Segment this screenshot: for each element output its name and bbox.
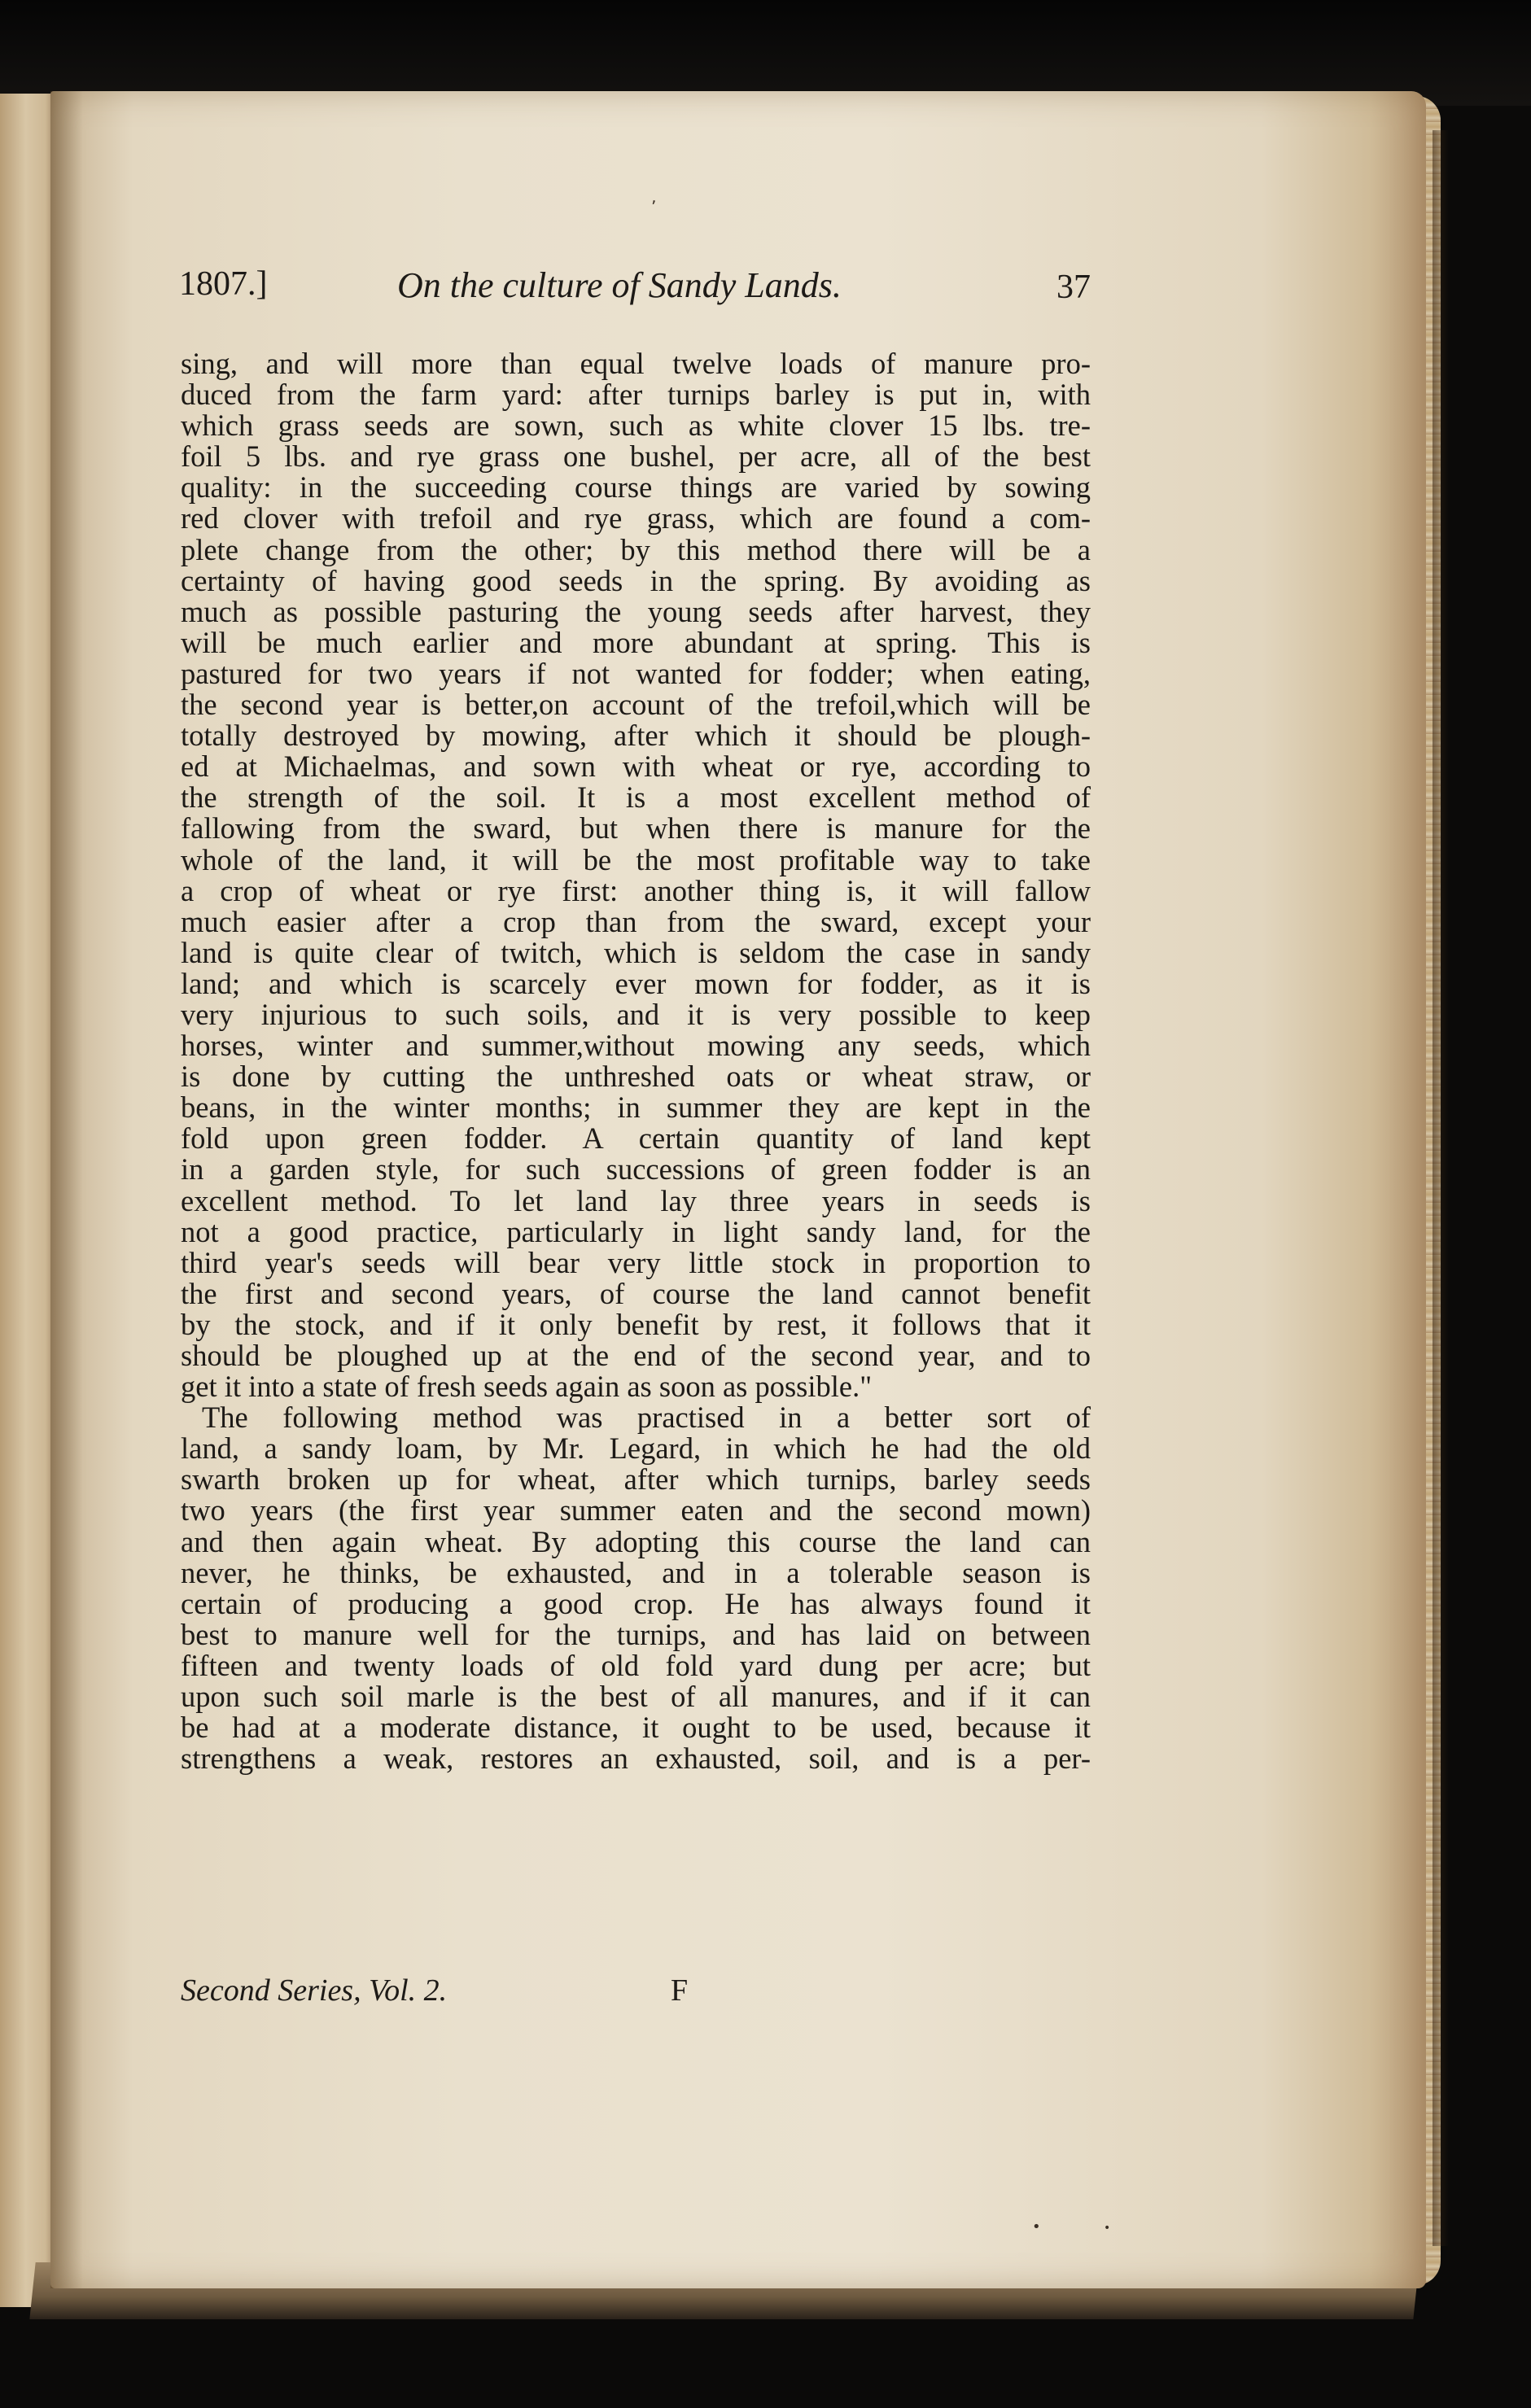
text-line: two years (the first year summer eaten and the second mown) (181, 1493, 1091, 1527)
text-line: sing, and will more than equal twelve loads of manure pro- (181, 347, 1091, 380)
text-line: land, a sandy loam, by Mr. Legard, in which he had the old (181, 1431, 1091, 1466)
running-head-title: On the culture of Sandy Lands. (397, 265, 842, 305)
text-line: the second year is better,on account of the trefoil,which will be (181, 688, 1091, 722)
ink-speck: • (1032, 2218, 1041, 2235)
gutter-shadow (50, 91, 83, 2288)
text-line: a crop of wheat or rye first: another thing is, it will fallow (181, 873, 1091, 907)
text-line: is done by cutting the unthreshed oats or wheat straw, or (181, 1060, 1091, 1094)
text-line: foil 5 lbs. and rye grass one bushel, per acre, all of the best (181, 439, 1091, 474)
text-line: swarth broken up for wheat, after which turnips, barley seeds (181, 1462, 1091, 1497)
previous-page-edge (0, 94, 57, 2307)
text-line: fold upon green fodder. A certain quantity of land kept (181, 1121, 1091, 1156)
text-line: certainty of having good seeds in the spring. By avoiding as (181, 563, 1091, 597)
text-line: and then again wheat. By adopting this course the land can (181, 1524, 1091, 1558)
text-line: not a good practice, particularly in light sandy land, for the (181, 1214, 1091, 1248)
ink-speck: • (1104, 2222, 1111, 2235)
text-line: plete change from the other; by this method there will be a (181, 532, 1091, 566)
text-line: ed at Michaelmas, and sown with wheat or rye, according to (181, 749, 1091, 784)
paragraph-start-line: The following method was practised in a better sort of (202, 1401, 1091, 1435)
series-volume-line: Second Series, Vol. 2. (181, 1973, 448, 2008)
text-line: the first and second years, of course the land cannot benefit (181, 1276, 1091, 1310)
text-line: much easier after a crop than from the sward, except your (181, 904, 1091, 938)
text-line: totally destroyed by mowing, after which it should be plough- (181, 719, 1091, 753)
text-line: be had at a moderate distance, it ought to be used, because it (181, 1711, 1091, 1745)
text-line: strengthens a weak, restores an exhausted, soil, and is a per- (181, 1742, 1091, 1776)
dark-background (0, 0, 1531, 106)
text-line: duced from the farm yard: after turnips barley is put in, with (181, 378, 1091, 412)
text-line: excellent method. To let land lay three years in seeds is (181, 1183, 1091, 1217)
text-line: best to manure well for the turnips, and has laid on between (181, 1617, 1091, 1651)
text-line: in a garden style, for such successions of green fodder is an (181, 1152, 1091, 1187)
text-line: much as possible pasturing the young seeds after harvest, they (181, 594, 1091, 628)
text-line: horses, winter and summer,without mowing any seeds, which (181, 1029, 1091, 1063)
text-line: quality: in the succeeding course things are varied by sowing (181, 470, 1091, 505)
text-line: land is quite clear of twitch, which is seldom the case in sandy (181, 935, 1091, 969)
page-footer (181, 1973, 750, 2012)
running-head-date: 1807.] (179, 265, 268, 303)
text-line: land; and which is scarcely ever mown for fodder, as it is (181, 966, 1091, 1000)
text-line: the strength of the soil. It is a most excellent method of (181, 780, 1091, 815)
text-line: upon such soil marle is the best of all manures, and if it can (181, 1680, 1091, 1714)
text-line: pastured for two years if not wanted for fodder; when eating, (181, 656, 1091, 690)
running-head (179, 264, 1091, 321)
text-line: red clover with trefoil and rye grass, which are found a com- (181, 501, 1091, 535)
text-line: very injurious to such soils, and it is very possible to keep (181, 997, 1091, 1031)
fore-edge-shadow (1433, 130, 1449, 2246)
text-line: should be ploughed up at the end of the second year, and to (181, 1339, 1091, 1372)
page-number: 37 (1056, 269, 1091, 306)
text-line: get it into a state of fresh seeds again as soon as possible." (181, 1370, 873, 1404)
text-line: which grass seeds are sown, such as white clover 15 lbs. tre- (181, 409, 1091, 443)
text-line: fifteen and twenty loads of old fold yard dung per acre; but (181, 1648, 1091, 1682)
ink-speck: ʼ (651, 197, 657, 216)
text-line: certain of producing a good crop. He has always found it (181, 1586, 1091, 1620)
signature-mark: F (671, 1973, 689, 2008)
text-line: third year's seeds will bear very little stock in proportion to (181, 1245, 1091, 1279)
text-line: never, he thinks, be exhausted, and in a tolerable season is (181, 1555, 1091, 1589)
text-line: whole of the land, it will be the most profitable way to take (181, 842, 1091, 876)
text-line: will be much earlier and more abundant at spring. This is (181, 625, 1091, 659)
body-text (181, 348, 1091, 1774)
text-line: beans, in the winter months; in summer they are kept in the (181, 1090, 1091, 1125)
text-line: fallowing from the sward, but when there is manure for the (181, 811, 1091, 846)
text-line: by the stock, and if it only benefit by rest, it follows that it (181, 1307, 1091, 1341)
